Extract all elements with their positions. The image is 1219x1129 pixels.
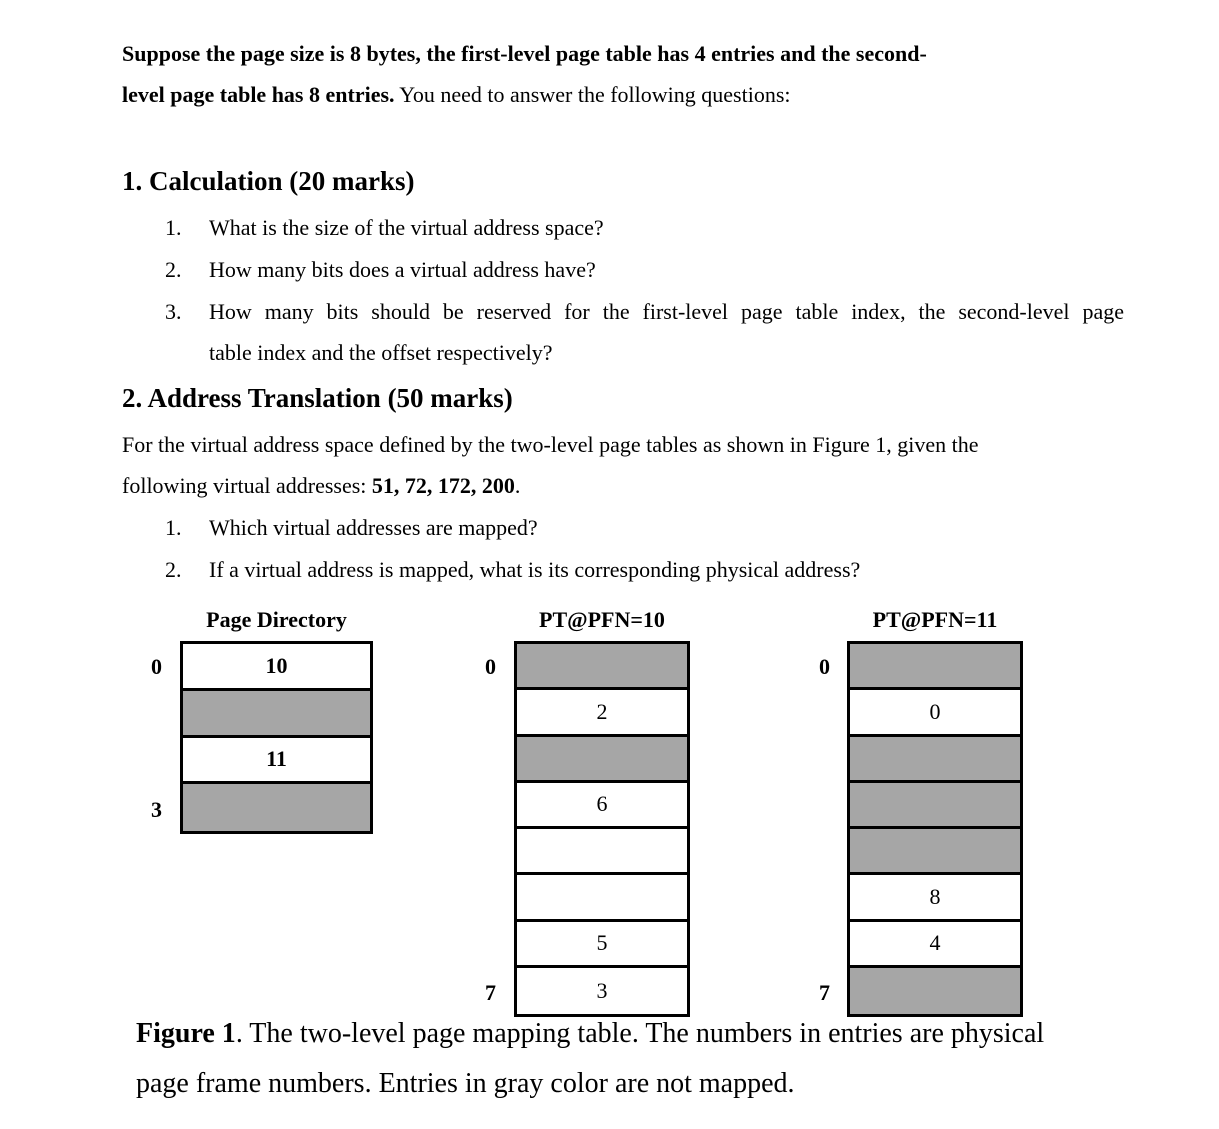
s2-item2-num: 2. — [165, 557, 182, 582]
pt11-table — [847, 641, 1023, 1017]
figure-caption-line-1 — [136, 1017, 1044, 1051]
s2-para-post: . — [514, 473, 521, 498]
s2-para-line-2 — [122, 473, 520, 499]
page-directory-title: Page Directory — [206, 607, 347, 632]
s2-item1-num: 1. — [165, 515, 182, 540]
s1-item1-num: 1. — [165, 215, 182, 240]
s1-item3-text-cont: table index and the offset respectively? — [209, 340, 553, 365]
pt11-title: PT@PFN=11 — [872, 607, 998, 632]
unmapped-entry — [850, 783, 1020, 829]
mapped-entry: 10 — [183, 644, 370, 691]
s2-para-pre: following virtual addresses: — [122, 473, 372, 498]
unmapped-entry — [183, 784, 370, 831]
s1-item1-text: What is the size of the virtual address space? — [209, 215, 604, 240]
mapped-entry — [517, 829, 687, 875]
s1-item3-num: 3. — [165, 299, 182, 324]
pt10-table — [514, 641, 690, 1017]
unmapped-entry — [850, 829, 1020, 875]
figure-label: Figure 1 — [136, 1018, 236, 1049]
pt10-last-index: 7 — [485, 980, 496, 1005]
s2-item2-text: If a virtual address is mapped, what is its corresponding physical address? — [209, 557, 861, 582]
pt10-first-index: 0 — [485, 654, 496, 679]
mapped-entry: 0 — [850, 690, 1020, 736]
caption-text-1: . The two-level page mapping table. The numbers in entries are physical — [235, 1018, 1045, 1049]
s1-item3-text: How many bits should be reserved for the first-level page table index, the second-level page — [209, 299, 1124, 324]
mapped-entry — [517, 875, 687, 921]
mapped-entry: 3 — [517, 968, 687, 1014]
mapped-entry: 5 — [517, 922, 687, 968]
s2-item1-text: Which virtual addresses are mapped? — [209, 515, 538, 540]
unmapped-entry — [850, 644, 1020, 690]
intro-bold: level page table has 8 entries. — [122, 82, 395, 107]
intro-line-2 — [122, 82, 791, 108]
intro-line-1: Suppose the page size is 8 bytes, the first-level page table has 4 entries and the second- — [122, 41, 927, 66]
mapped-entry: 11 — [183, 738, 370, 785]
mapped-entry: 6 — [517, 783, 687, 829]
unmapped-entry — [517, 737, 687, 783]
pd-first-index: 0 — [151, 654, 162, 679]
s1-item2-num: 2. — [165, 257, 182, 282]
figure-caption-line-2: page frame numbers. Entries in gray color are not mapped. — [136, 1068, 795, 1099]
s1-item2-text: How many bits does a virtual address have? — [209, 257, 596, 282]
unmapped-entry — [183, 691, 370, 738]
s2-addresses: 51, 72, 172, 200 — [371, 473, 515, 498]
page-directory-table — [180, 641, 373, 834]
section2-heading: 2. Address Translation (50 marks) — [122, 383, 513, 413]
mapped-entry: 2 — [517, 690, 687, 736]
section1-heading: 1. Calculation (20 marks) — [122, 166, 415, 196]
mapped-entry: 8 — [850, 875, 1020, 921]
intro-rest: You need to answer the following questions: — [394, 82, 791, 107]
unmapped-entry — [517, 644, 687, 690]
pt10-title: PT@PFN=10 — [539, 607, 665, 632]
pd-last-index: 3 — [151, 797, 162, 822]
pt11-last-index: 7 — [819, 980, 830, 1005]
unmapped-entry — [850, 737, 1020, 783]
s2-para-line-1: For the virtual address space defined by the two-level page tables as shown in Figure 1, given the — [122, 432, 979, 457]
unmapped-entry — [850, 968, 1020, 1014]
pt11-first-index: 0 — [819, 654, 830, 679]
mapped-entry: 4 — [850, 922, 1020, 968]
